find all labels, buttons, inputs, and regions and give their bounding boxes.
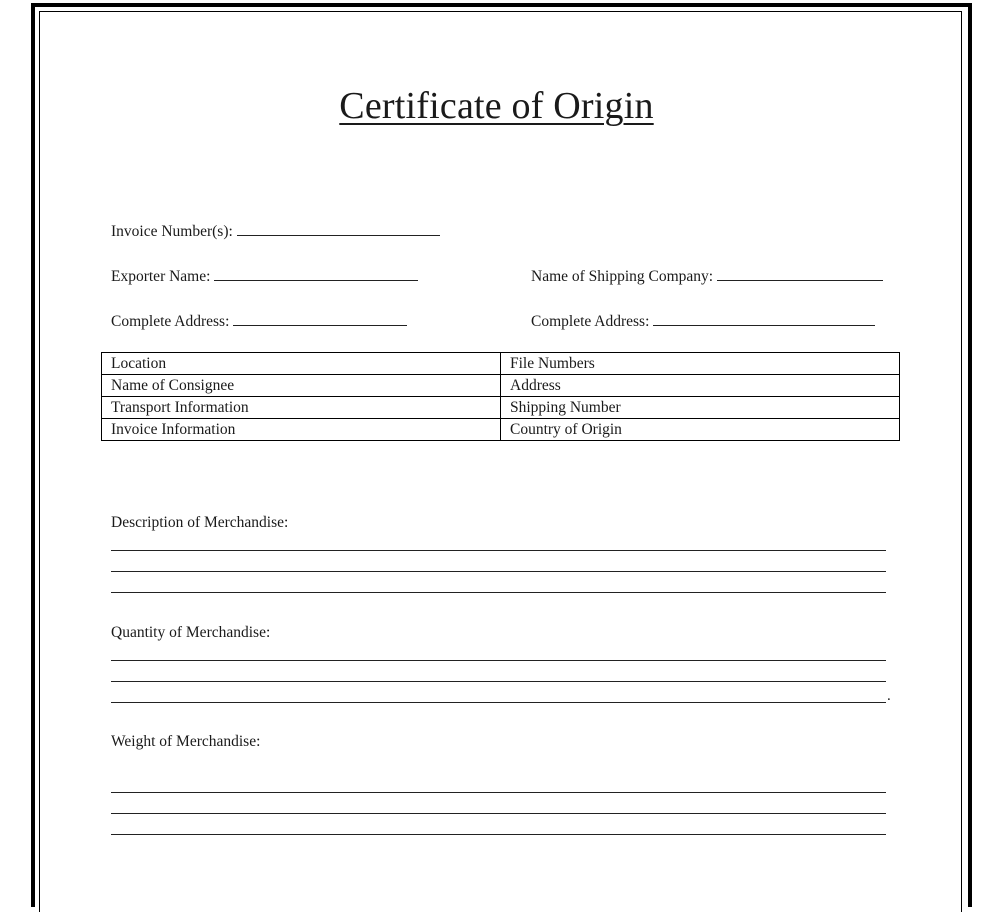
page-border-inner <box>39 11 962 912</box>
quantity-line[interactable] <box>111 702 886 703</box>
description-line[interactable] <box>111 550 886 551</box>
weight-label: Weight of Merchandise: <box>111 733 261 750</box>
shipping-address-label: Complete Address: <box>531 313 650 330</box>
shipping-company-field <box>531 267 883 286</box>
invoice-numbers-label: Invoice Number(s): <box>111 223 233 240</box>
description-line[interactable] <box>111 592 886 593</box>
exporter-address-field <box>111 312 407 331</box>
quantity-end-mark: . <box>887 688 891 704</box>
weight-line[interactable] <box>111 813 886 814</box>
shipping-company-label: Name of Shipping Company: <box>531 268 714 285</box>
description-line[interactable] <box>111 571 886 572</box>
shipping-address-field <box>531 312 875 331</box>
shipping-company-blank[interactable] <box>717 267 883 281</box>
shipping-address-blank[interactable] <box>653 312 875 326</box>
table-cell-transport[interactable]: Transport Information <box>102 397 501 419</box>
weight-line[interactable] <box>111 834 886 835</box>
exporter-name-label: Exporter Name: <box>111 268 211 285</box>
table-cell-location[interactable]: Location <box>102 353 501 375</box>
exporter-name-field <box>111 267 418 286</box>
invoice-numbers-field <box>111 222 440 241</box>
table-cell-country-of-origin[interactable]: Country of Origin <box>501 419 900 441</box>
table-row <box>102 397 900 419</box>
document-title: Certificate of Origin <box>339 85 654 127</box>
exporter-name-blank[interactable] <box>214 267 418 281</box>
table-cell-shipping-number[interactable]: Shipping Number <box>501 397 900 419</box>
table-cell-consignee[interactable]: Name of Consignee <box>102 375 501 397</box>
table-cell-invoice-info[interactable]: Invoice Information <box>102 419 501 441</box>
exporter-address-blank[interactable] <box>233 312 407 326</box>
table-row <box>102 375 900 397</box>
invoice-numbers-blank[interactable] <box>237 222 440 236</box>
quantity-line[interactable] <box>111 660 886 661</box>
table-row <box>102 353 900 375</box>
table-cell-file-numbers[interactable]: File Numbers <box>501 353 900 375</box>
table-cell-address[interactable]: Address <box>501 375 900 397</box>
details-table <box>101 352 900 441</box>
weight-line[interactable] <box>111 792 886 793</box>
quantity-label: Quantity of Merchandise: <box>111 624 271 641</box>
table-row <box>102 419 900 441</box>
quantity-line[interactable] <box>111 681 886 682</box>
exporter-address-label: Complete Address: <box>111 313 230 330</box>
description-label: Description of Merchandise: <box>111 514 289 531</box>
